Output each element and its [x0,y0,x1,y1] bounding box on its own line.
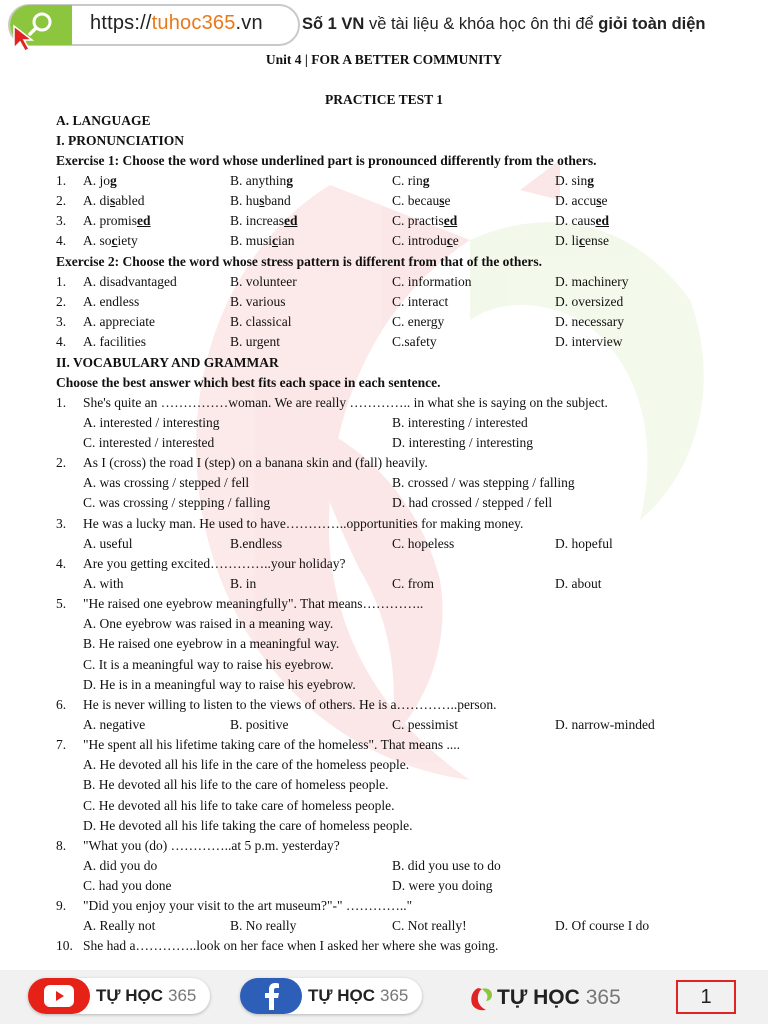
answer-option[interactable]: C. from [392,576,434,592]
option-text: B. increas [230,213,284,228]
answer-option[interactable]: B. He raised one eyebrow in a meaningful way. [83,636,340,652]
question-number: 2. [56,455,67,470]
option-text: iety [117,233,138,248]
answer-option[interactable]: C. Not really! [392,918,467,934]
section-language: A. LANGUAGE [56,113,151,128]
question-number: 4. [56,233,67,248]
answer-option[interactable] [83,173,117,189]
answer-option[interactable]: C. It is a meaningful way to raise his eyebrow. [83,656,334,672]
answer-option[interactable]: D. interview [555,334,623,349]
answer-option[interactable] [83,233,138,249]
answer-option[interactable]: B. did you use to do [392,858,501,874]
option-text: A. promis [83,213,137,228]
option-text: C. introdu [392,233,447,248]
question-text: She had a…………..look on her face when I asked her where she was going. [83,938,499,953]
answer-option[interactable] [83,193,145,209]
youtube-button[interactable] [28,978,210,1014]
vocab-instruction: Choose the best answer which best fits each space in each sentence. [56,375,441,390]
question-number: 9. [56,898,67,913]
test-title: PRACTICE TEST 1 [324,92,444,107]
option-text: ian [278,233,295,248]
answer-option[interactable] [230,193,291,209]
section-vocab-grammar: II. VOCABULARY AND GRAMMAR [56,355,279,370]
answer-option[interactable] [555,213,609,229]
option-text: ense [585,233,610,248]
answer-option[interactable]: D. oversized [555,294,624,309]
question-text: She's quite an ……………woman. We are really ………….. in what she is saying on the subject. [83,395,608,410]
answer-option[interactable] [555,193,608,209]
answer-option[interactable]: D. were you doing [392,878,493,894]
section-pronunciation: I. PRONUNCIATION [56,133,185,148]
question-number: 1. [56,274,67,289]
underlined-part: c [579,233,586,248]
option-text: D. li [555,233,580,248]
answer-option[interactable]: D. narrow-minded [555,717,655,733]
answer-option[interactable]: D. interesting / interesting [392,435,533,451]
answer-option[interactable]: B. classical [230,314,292,329]
answer-option[interactable]: B. interesting / interested [392,415,528,431]
youtube-brand: TỰ HỌC [96,986,163,1005]
question-text: "He raised one eyebrow meaningfully". That means………….. [83,596,424,611]
question-text: "What you (do) …………..at 5 p.m. yesterday? [83,838,340,853]
option-text: C. becau [392,193,440,208]
answer-option[interactable]: A. disadvantaged [83,274,177,289]
site-tagline: Số 1 VN về tài liệu & khóa học ôn thi để giỏi toàn diện [302,15,706,33]
answer-option[interactable]: A. negative [83,717,146,733]
underlined-part: s [110,193,116,208]
question-number: 7. [56,737,67,752]
question-number: 3. [56,213,67,228]
question-number: 2. [56,294,67,309]
underlined-part: g [110,173,117,188]
answer-option[interactable]: D. machinery [555,274,629,289]
underlined-part: g [286,173,293,188]
answer-option[interactable]: B. positive [230,717,289,733]
underlined-part: c [446,233,453,248]
answer-option[interactable]: C. energy [392,314,445,329]
answer-option[interactable] [392,213,457,229]
answer-option[interactable] [392,173,430,189]
option-text: A. jo [83,173,110,188]
answer-option[interactable]: C. pessimist [392,717,459,733]
answer-option[interactable]: D. necessary [555,314,624,329]
question-number: 4. [56,334,67,349]
answer-option[interactable]: B. He devoted all his life to the care of homeless people. [83,777,389,793]
site-url[interactable]: https://tuhoc365.vn [90,12,263,34]
underlined-part: g [587,173,595,188]
question-text: He was a lucky man. He used to have…………..opportunities for making money. [83,516,524,531]
answer-option[interactable] [230,213,297,229]
answer-option[interactable]: A. appreciate [83,314,155,329]
question-number: 10. [56,938,73,953]
answer-option[interactable] [555,173,594,189]
question-number: 5. [56,596,67,611]
answer-option[interactable]: B. volunteer [230,274,297,289]
answer-option[interactable] [230,233,295,249]
answer-option[interactable]: C. He devoted all his life to take care of homeless people. [83,797,395,813]
answer-option[interactable]: B. various [230,294,286,309]
answer-option[interactable]: A. with [83,576,124,592]
question-number: 2. [56,193,67,208]
answer-option[interactable]: D. had crossed / stepped / fell [392,495,553,511]
exercise-1-title: Exercise 1: Choose the word whose underlined part is pronounced differently from the others. [56,153,597,168]
answer-option[interactable]: A. He devoted all his life in the care of the homeless people. [83,757,410,773]
question-text: "He spent all his lifetime taking care of the homeless". That means .... [83,737,461,752]
question-text: He is never willing to listen to the views of others. He is a…………..person. [83,697,497,712]
answer-option[interactable] [83,213,151,229]
answer-option[interactable]: C. interested / interested [83,435,215,451]
facebook-brand: TỰ HỌC [308,986,375,1005]
option-text: C. practis [392,213,444,228]
option-text: e [452,233,459,248]
question-number: 8. [56,838,67,853]
tuhoc-logo[interactable] [468,984,621,1012]
answer-option[interactable]: B. No really [230,918,297,934]
answer-option[interactable]: A. was crossing / stepped / fell [83,475,250,491]
answer-option[interactable]: C. had you done [83,878,172,894]
option-text: e [444,193,451,208]
answer-option[interactable] [555,233,609,249]
option-text: D. sin [555,173,588,188]
facebook-icon [240,978,302,1014]
youtube-icon [28,978,90,1014]
youtube-brand-num: 365 [168,986,197,1005]
facebook-brand-num: 365 [380,986,409,1005]
answer-option[interactable] [392,233,459,249]
question-number: 3. [56,314,67,329]
underlined-part: ed [443,213,458,228]
question-number: 1. [56,173,67,188]
option-text: e [601,193,608,208]
answer-option[interactable]: C.safety [392,334,437,349]
answer-option[interactable]: A. did you do [83,858,158,874]
underlined-part: s [439,193,445,208]
option-text: D. accu [555,193,597,208]
answer-option[interactable]: D. Of course I do [555,918,650,934]
option-text: D. caus [555,213,596,228]
tuhoc-logo-icon [468,984,494,1012]
answer-option[interactable]: D. He is in a meaningful way to raise his eyebrow. [83,676,356,692]
unit-title: Unit 4 | FOR A BETTER COMMUNITY [265,52,503,67]
option-text: A. so [83,233,112,248]
answer-option[interactable]: B.endless [230,536,283,552]
logo-brand-num: 365 [585,986,621,1009]
exercise-2-title: Exercise 2: Choose the word whose stress pattern is different from that of the others. [56,254,543,269]
answer-option[interactable]: D. He devoted all his life taking the care of homeless people. [83,817,413,833]
question-number: 6. [56,697,67,712]
answer-option[interactable]: C. information [392,274,472,289]
question-number: 4. [56,556,67,571]
option-text: A. di [83,193,110,208]
answer-option[interactable]: B. in [230,576,257,592]
underlined-part: ed [283,213,298,228]
option-text: band [264,193,291,208]
answer-option[interactable]: B. crossed / was stepping / falling [392,475,575,491]
underlined-part: s [259,193,265,208]
question-number: 3. [56,516,67,531]
answer-option[interactable] [392,193,451,209]
answer-option[interactable]: D. about [555,576,602,592]
question-text: Are you getting excited…………..your holiday? [83,556,346,571]
answer-option[interactable]: B. urgent [230,334,280,349]
question-text: As I (cross) the road I (step) on a banana skin and (fall) heavily. [83,455,428,470]
answer-option[interactable]: C. hopeless [392,536,455,552]
underlined-part: c [272,233,279,248]
question-text: "Did you enjoy your visit to the art museum?"-" ………….." [83,898,413,913]
answer-option[interactable]: C. interact [392,294,449,309]
answer-option[interactable] [230,173,293,189]
answer-option[interactable]: A. Really not [83,918,156,934]
underlined-part: ed [595,213,609,228]
underlined-part: ed [137,213,151,228]
facebook-button[interactable] [240,978,422,1014]
question-number: 1. [56,395,67,410]
underlined-part: g [422,173,430,188]
option-text: B. hu [230,193,260,208]
underlined-part: c [111,233,118,248]
option-text: B. anythin [230,173,287,188]
answer-option[interactable]: A. facilities [83,334,146,349]
answer-option[interactable]: D. hopeful [555,536,613,552]
option-text: abled [115,193,145,208]
logo-brand: TỰ HỌC [497,986,580,1009]
answer-option[interactable]: A. One eyebrow was raised in a meaning way. [83,616,334,632]
page-number: 1 [676,980,736,1014]
option-text: B. musi [230,233,273,248]
answer-option[interactable]: A. interested / interesting [83,415,220,431]
option-text: C. rin [392,173,423,188]
footer-bar [0,970,768,1024]
answer-option[interactable]: A. endless [83,294,140,309]
underlined-part: s [596,193,602,208]
answer-option[interactable]: C. was crossing / stepping / falling [83,495,271,511]
answer-option[interactable]: A. useful [83,536,133,552]
